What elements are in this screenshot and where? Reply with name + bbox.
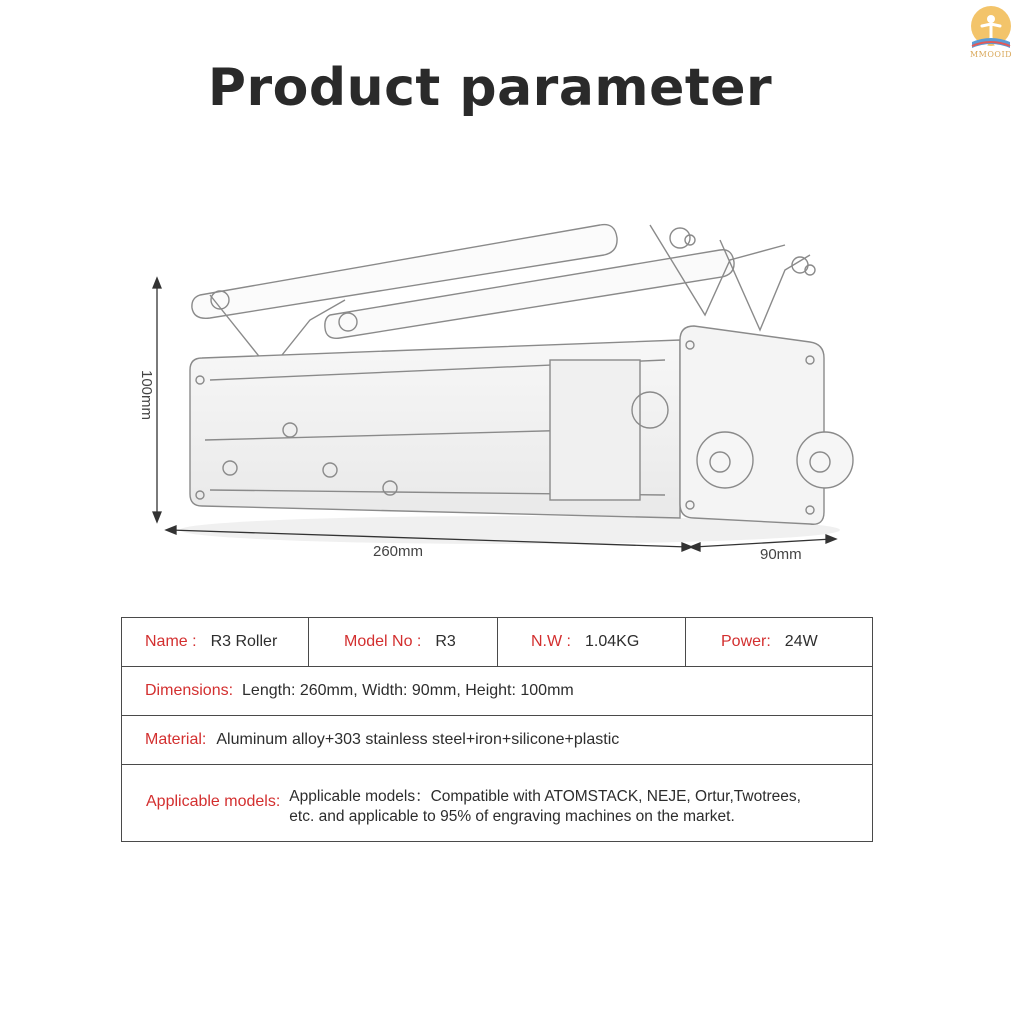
- spec-row-material: [122, 716, 873, 765]
- name-label: Name :: [145, 633, 197, 650]
- product-illustration: [120, 200, 900, 580]
- spec-row-applicable: [122, 765, 873, 842]
- spec-row-basic: [122, 618, 873, 667]
- brand-logo-icon: [962, 4, 1020, 54]
- width-dimension-label: 90mm: [760, 546, 802, 563]
- applicable-value: Applicable models：Compatible with ATOMSTACK, NEJE, Ortur,Twotrees, etc. and applicable to 95% of engraving machines on the market.: [289, 788, 801, 825]
- spec-cell-applicable: [122, 765, 873, 842]
- model-label: Model No :: [344, 633, 422, 650]
- length-dimension-label: 260mm: [373, 543, 424, 560]
- model-value: R3: [435, 633, 456, 650]
- power-value: 24W: [784, 633, 818, 650]
- material-value: Aluminum alloy+303 stainless steel+iron+silicone+plastic: [216, 731, 620, 748]
- height-dimension-label: 100mm: [138, 370, 155, 421]
- weight-value: 1.04KG: [585, 633, 640, 650]
- spec-cell-material: [122, 716, 873, 765]
- brand-logo: [962, 4, 1020, 66]
- spec-cell-model: [309, 618, 498, 667]
- spec-cell-dimensions: [122, 667, 873, 716]
- weight-label: N.W :: [531, 633, 571, 650]
- brand-logo-text: MMOOID: [969, 50, 1013, 59]
- power-label: Power:: [721, 633, 771, 650]
- dimensions-label: Dimensions:: [145, 682, 234, 699]
- spec-cell-name: [122, 618, 309, 667]
- page-title: Product parameter: [207, 58, 773, 118]
- spec-table: [121, 617, 873, 842]
- applicable-label: Applicable models:: [146, 793, 281, 810]
- spec-cell-power: [686, 618, 873, 667]
- spec-cell-weight: [498, 618, 686, 667]
- material-label: Material:: [145, 731, 207, 748]
- name-value: R3 Roller: [210, 633, 278, 650]
- spec-row-dimensions: [122, 667, 873, 716]
- dimensions-value: Length: 260mm, Width: 90mm, Height: 100mm: [242, 682, 574, 699]
